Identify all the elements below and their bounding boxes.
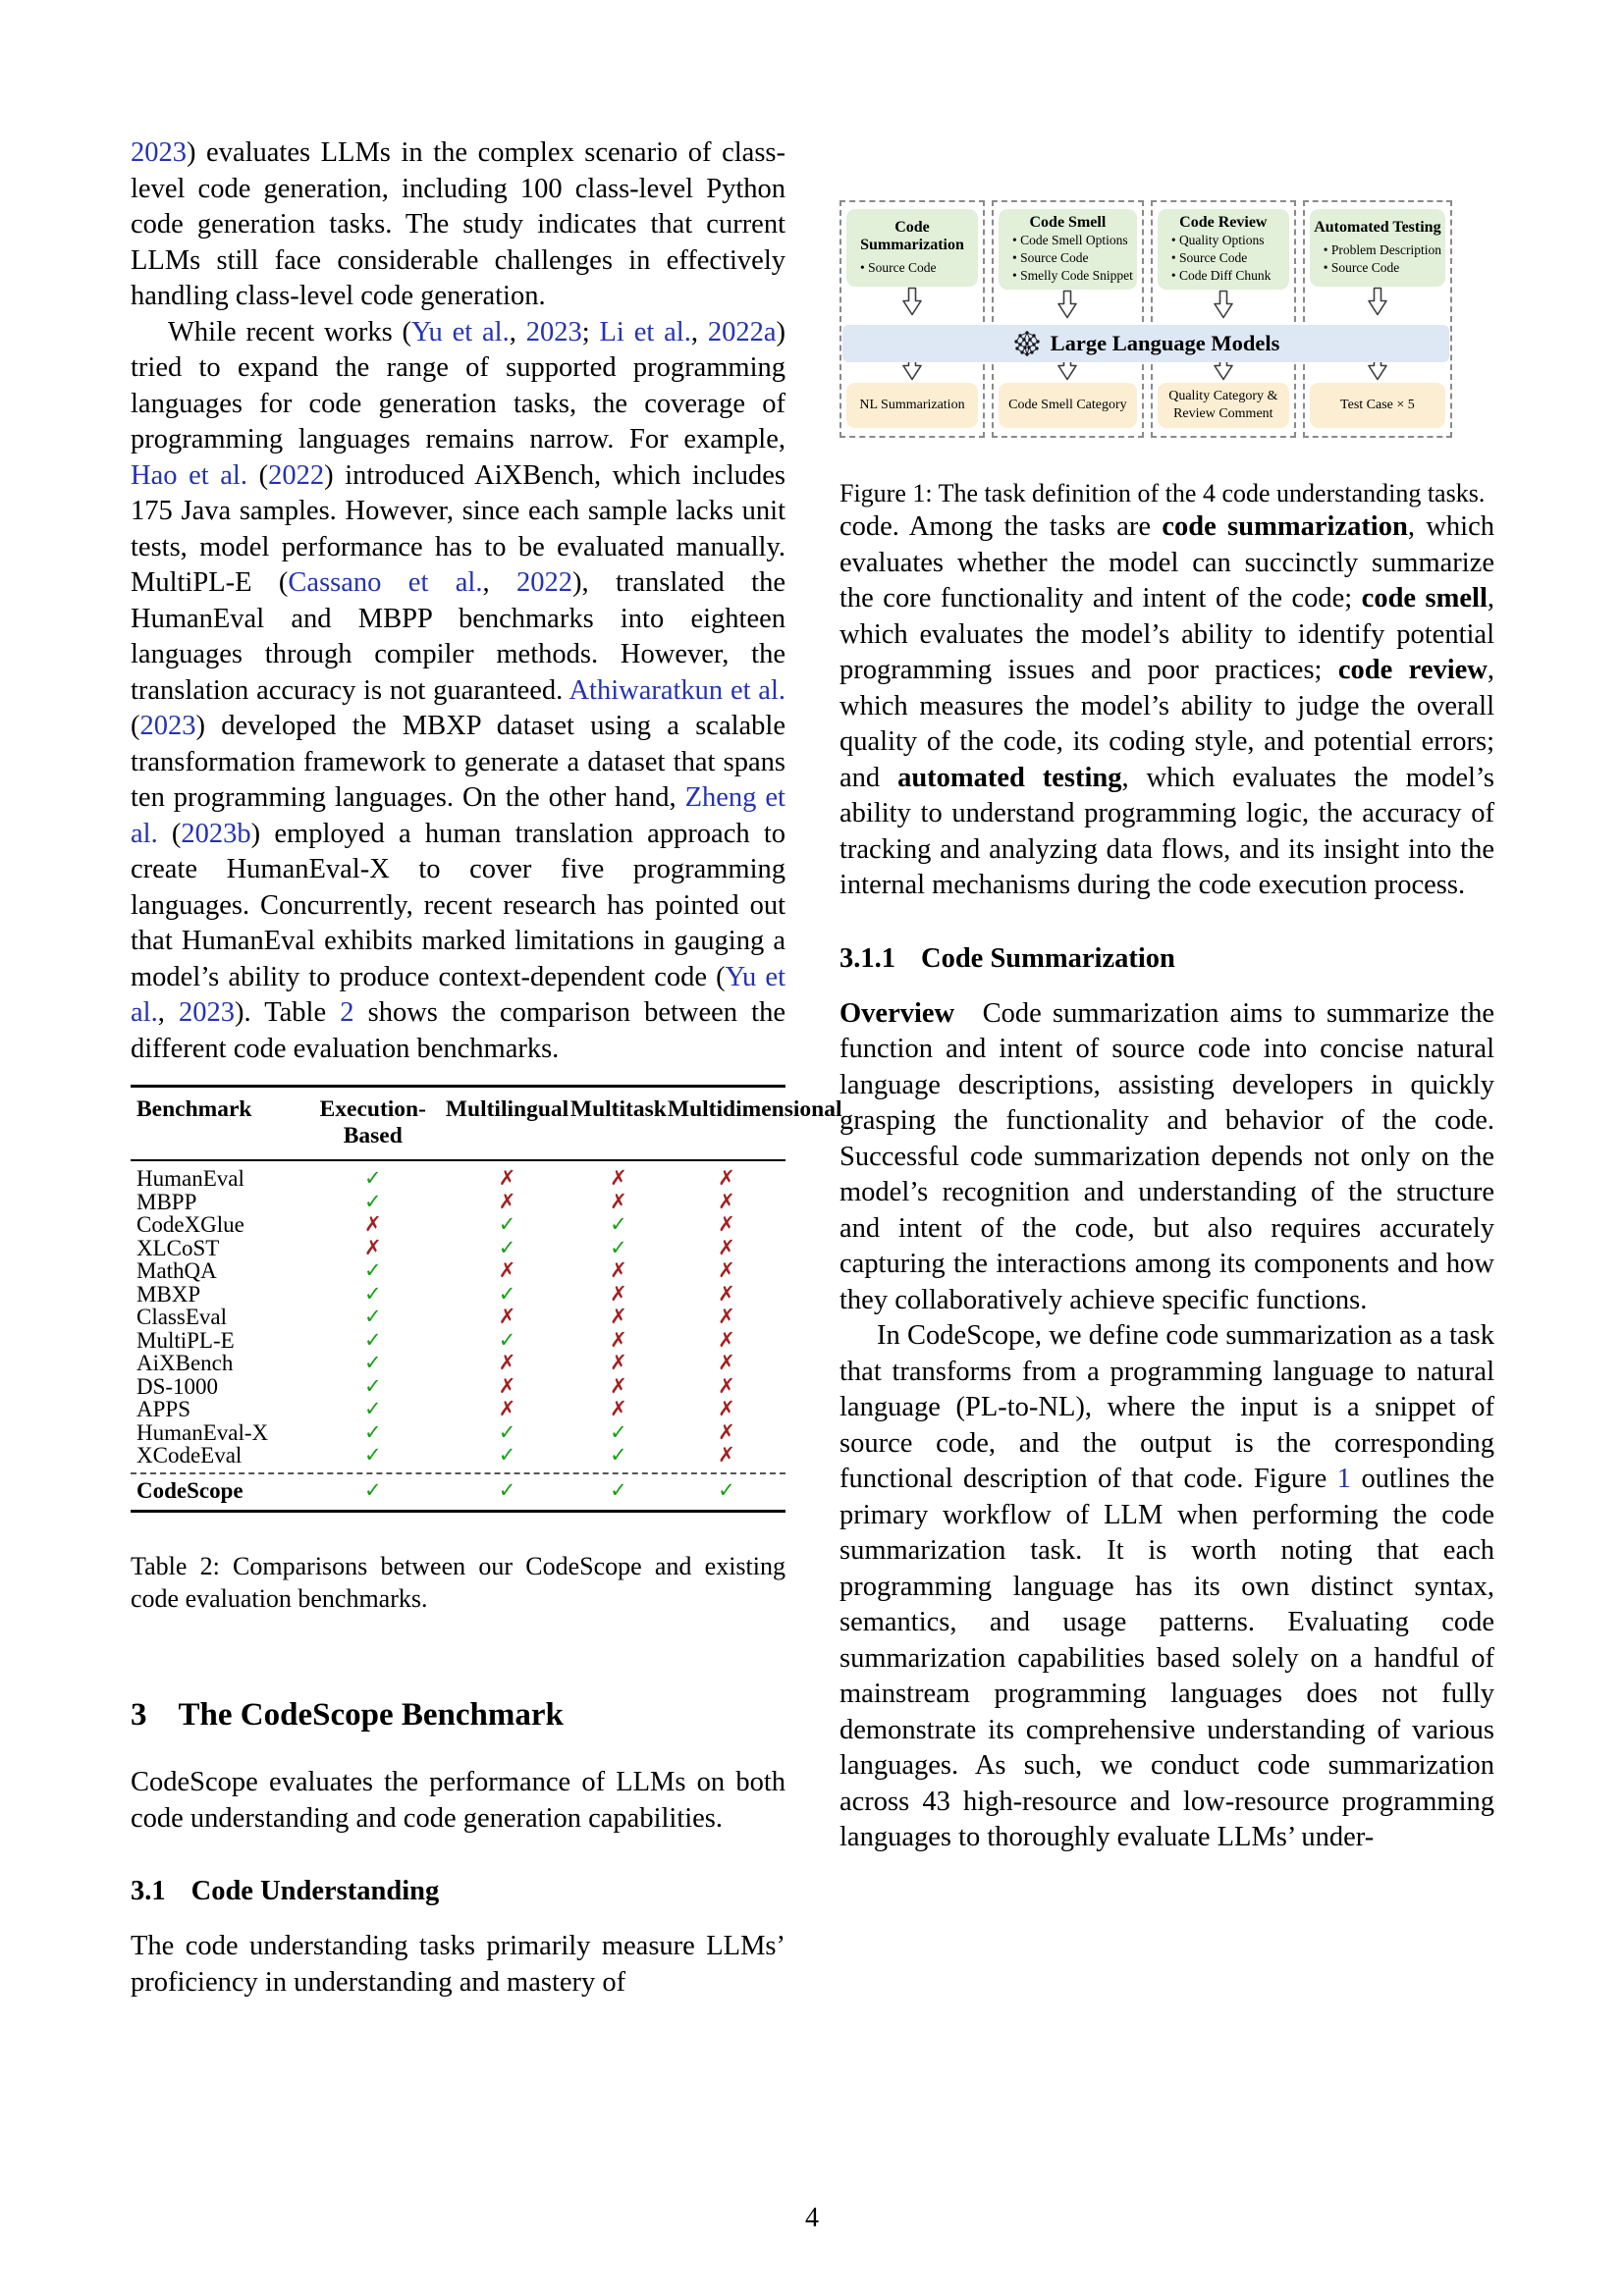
- check-icon: ✓: [610, 1212, 627, 1236]
- citation-link[interactable]: Li et al.: [599, 316, 691, 347]
- down-arrow-icon: [1367, 287, 1388, 316]
- cross-icon: ✗: [718, 1327, 735, 1352]
- check-icon: ✓: [610, 1477, 627, 1502]
- cross-icon: ✗: [610, 1397, 627, 1420]
- cross-icon: ✗: [498, 1373, 516, 1398]
- text-run: ,: [482, 567, 516, 598]
- down-arrow-icon: [901, 287, 923, 316]
- text-run: Code summarization aims to summarize the function and intent of source code into concise natural language descriptions, assisting developers in quickly grasping the functionality and behavior of the code. Successful code summarization depends not only on the model’s recognition and understanding of the structure and intent of the code, but also requires accurately capturing the interactions among its components and how they collaboratively achieve specific functions.: [839, 997, 1494, 1315]
- figure-caption: Figure 1: The task definition of the 4 code understanding tasks.: [839, 479, 1486, 507]
- cross-icon: ✗: [610, 1327, 627, 1352]
- task-input-item: • Source Code: [1171, 249, 1285, 267]
- benchmark-name: CodeXGlue: [136, 1212, 244, 1237]
- task-column: [1151, 200, 1296, 438]
- task-input-list: [850, 259, 974, 277]
- text-run: (: [131, 711, 140, 741]
- table-column-header: Benchmark: [136, 1096, 252, 1122]
- table-row: [131, 1259, 785, 1283]
- text-run: ) tried to expand the range of supported programming languages for code generation tasks, the coverage of programming languages remains narrow. For example,: [131, 316, 786, 454]
- citation-link[interactable]: 2023: [178, 997, 235, 1028]
- cross-icon: ✗: [718, 1305, 735, 1328]
- citation-link[interactable]: Yu et al.: [411, 316, 510, 347]
- task-column: [1303, 200, 1452, 438]
- citation-link[interactable]: Yu et al.: [131, 961, 785, 1028]
- cross-icon: ✗: [363, 1235, 382, 1259]
- task-title: Code Smell: [1029, 214, 1107, 231]
- task-output-box: Test Case × 5: [1310, 383, 1445, 428]
- citation-link[interactable]: 2022a: [707, 316, 777, 347]
- cross-icon: ✗: [718, 1373, 735, 1398]
- cross-icon: ✗: [498, 1351, 516, 1374]
- section-title: Code Summarization: [921, 942, 1175, 974]
- section-heading-3-1: [131, 1876, 785, 1907]
- left-column: [131, 135, 842, 2001]
- task-input-item: • Problem Description: [1324, 241, 1441, 259]
- table-column-header: Execution-Based: [319, 1096, 426, 1148]
- task-input-box: [999, 209, 1137, 290]
- task-input-item: • Source Code: [1012, 249, 1133, 267]
- benchmark-name: MBXP: [136, 1281, 201, 1307]
- citation-link[interactable]: 2: [340, 997, 354, 1028]
- task-title: Code Review: [1179, 214, 1268, 231]
- citation-link[interactable]: 2022: [268, 459, 325, 491]
- task-column: [992, 200, 1144, 438]
- table-row: [131, 1191, 785, 1214]
- check-icon: ✓: [498, 1419, 516, 1444]
- task-output-box: NL Summarization: [846, 383, 978, 428]
- section-title: Code Understanding: [190, 1876, 440, 1906]
- benchmark-name: HumanEval: [136, 1166, 244, 1191]
- bold-text: code smell: [1361, 583, 1488, 614]
- section-heading-3: [131, 1697, 785, 1734]
- page-number: 4: [805, 2203, 819, 2233]
- llm-bar: [842, 325, 1449, 362]
- table-row: [131, 1213, 785, 1237]
- benchmark-name: XCodeEval: [136, 1443, 243, 1468]
- check-icon: ✓: [363, 1373, 382, 1398]
- check-icon: ✓: [498, 1212, 516, 1236]
- table-column-header: Multidimensional: [667, 1096, 842, 1122]
- citation-link[interactable]: Hao et al.: [131, 459, 247, 491]
- paragraph: [131, 135, 785, 315]
- text-run: shows the comparison between the different code evaluation benchmarks.: [131, 997, 785, 1064]
- task-input-item: • Code Diff Chunk: [1171, 267, 1285, 285]
- paragraph: [131, 315, 785, 1068]
- benchmark-name: MBPP: [136, 1189, 197, 1214]
- cross-icon: ✗: [610, 1281, 627, 1306]
- table-row: [131, 1375, 785, 1399]
- table-row: [131, 1329, 785, 1353]
- table-row: [131, 1472, 785, 1503]
- citation-link[interactable]: Zheng et al.: [131, 782, 785, 849]
- paragraph: [839, 996, 1494, 1319]
- cross-icon: ✗: [610, 1373, 627, 1398]
- check-icon: ✓: [610, 1419, 627, 1444]
- check-icon: ✓: [718, 1477, 735, 1502]
- cross-icon: ✗: [718, 1235, 735, 1259]
- table-row: [131, 1352, 785, 1375]
- right-column: [839, 135, 1494, 1856]
- citation-link[interactable]: 2023b: [181, 818, 251, 849]
- check-icon: ✓: [498, 1235, 516, 1259]
- task-output-box: Quality Category & Review Comment: [1158, 383, 1289, 428]
- benchmark-name: MathQA: [136, 1258, 217, 1283]
- cross-icon: ✗: [610, 1258, 627, 1282]
- text-run: ,: [509, 316, 526, 347]
- table-column-header: Multilingual: [445, 1096, 569, 1122]
- llm-bar-label: Large Language Models: [1050, 331, 1280, 355]
- cross-icon: ✗: [718, 1166, 735, 1190]
- cross-icon: ✗: [718, 1397, 735, 1420]
- check-icon: ✓: [363, 1166, 382, 1190]
- task-input-item: • Smelly Code Snippet: [1012, 267, 1133, 285]
- section-title: The CodeScope Benchmark: [178, 1697, 564, 1733]
- check-icon: ✓: [363, 1305, 382, 1328]
- task-input-list: [1314, 241, 1441, 277]
- task-title: Automated Testing: [1314, 219, 1441, 237]
- check-icon: ✓: [363, 1258, 382, 1282]
- table-row: [131, 1306, 785, 1329]
- table-row: [131, 1283, 785, 1307]
- task-input-box: [846, 209, 978, 287]
- check-icon: ✓: [363, 1327, 382, 1352]
- cross-icon: ✗: [610, 1351, 627, 1374]
- cross-icon: ✗: [718, 1212, 735, 1236]
- paragraph: The code understanding tasks primarily measure LLMs’ proficiency in understanding and mastery of: [131, 1931, 785, 1998]
- text-run: ) introduced AiXBench, which includes 175 Java samples. However, since each sample lacks unit tests, model performance has to be evaluated manually. MultiPL-E (: [131, 459, 785, 598]
- check-icon: ✓: [363, 1351, 382, 1374]
- task-column: [839, 200, 985, 438]
- table-row: [131, 1421, 785, 1445]
- cross-icon: ✗: [610, 1166, 627, 1190]
- paragraph: CodeScope evaluates the performance of LLMs on both code understanding and code generation capabilities.: [131, 1767, 785, 1834]
- text-run: ), translated the HumanEval and MBPP benchmarks into eighteen languages through compiler methods. However, the translation accuracy is not guaranteed.: [131, 567, 785, 706]
- check-icon: ✓: [363, 1281, 382, 1306]
- text-run: In CodeScope, we define code summarization as a task that transforms from a programming language to natural language (PL-to-NL), where the input is a snippet of source code, and the output is the corresponding functional description of that code. Figure: [839, 1320, 1494, 1494]
- benchmark-name: ClassEval: [136, 1305, 227, 1329]
- bold-text: code review: [1337, 655, 1488, 685]
- table-row: [131, 1167, 785, 1191]
- benchmark-name: AiXBench: [136, 1351, 234, 1375]
- benchmark-name: HumanEval-X: [136, 1419, 269, 1445]
- section-number: 3: [131, 1697, 147, 1733]
- check-icon: ✓: [498, 1327, 516, 1352]
- check-icon: ✓: [363, 1397, 382, 1420]
- text-run: While recent works (: [168, 316, 412, 347]
- down-arrow-icon: [1213, 290, 1234, 319]
- check-icon: ✓: [498, 1281, 516, 1306]
- text-run: , which evaluates whether the model can succinctly summarize the core functionality and intent of the code;: [839, 511, 1494, 614]
- benchmark-name: CodeScope: [136, 1477, 244, 1503]
- table-caption: Table 2: Comparisons between our CodeScope and existing code evaluation benchmarks.: [131, 1552, 785, 1613]
- citation-link[interactable]: 2023: [139, 711, 196, 741]
- benchmark-table-header: [131, 1085, 842, 1161]
- text-run: ) evaluates LLMs in the complex scenario of class-level code generation, including 100 class-level Python code generation tasks. The study indicates that current LLMs still face considerable challenges in effectively handling class-level code generation.: [131, 137, 785, 311]
- table-row: [131, 1237, 785, 1260]
- text-run: ,: [690, 316, 708, 347]
- figure-1: [839, 200, 1494, 509]
- cross-icon: ✗: [610, 1189, 627, 1213]
- task-output-box: Code Smell Category: [999, 383, 1137, 428]
- cross-icon: ✗: [718, 1281, 735, 1306]
- cross-icon: ✗: [363, 1212, 382, 1236]
- text-run: outlines the primary workflow of LLM when performing the code summarization task. It is worth noting that each programming language has its own distinct syntax, semantics, and usage patterns. Evaluating code summarization capabilities based solely on a handful of mainstream programming languages does not fully demonstrate its comprehensive understanding of various languages. As such, we conduct code summarization across 43 high-resource and low-resource programming languages to thoroughly evaluate LLMs’ under-: [839, 1464, 1494, 1852]
- citation-link[interactable]: 1: [1336, 1464, 1351, 1494]
- cross-icon: ✗: [718, 1351, 735, 1374]
- text-run: ). Table: [234, 997, 341, 1028]
- cross-icon: ✗: [718, 1258, 735, 1282]
- section-heading-3-1-1: [839, 943, 1494, 975]
- benchmark-table: [131, 1085, 842, 1513]
- citation-link[interactable]: Cassano et al.: [288, 567, 483, 598]
- bold-text: code summarization: [1162, 511, 1408, 542]
- benchmark-table-body: [131, 1161, 785, 1513]
- check-icon: ✓: [363, 1189, 382, 1213]
- down-arrow-icon: [1056, 290, 1078, 319]
- cross-icon: ✗: [498, 1258, 516, 1282]
- task-input-item: • Source Code: [860, 259, 974, 277]
- cross-icon: ✗: [718, 1419, 735, 1444]
- cross-icon: ✗: [498, 1189, 516, 1213]
- table-row: [131, 1398, 785, 1421]
- benchmark-name: APPS: [136, 1397, 190, 1421]
- benchmark-name: DS-1000: [136, 1373, 219, 1399]
- text-run: , which measures the model’s ability to judge the overall quality of the code, its coding style, and potential errors; and: [839, 655, 1494, 793]
- check-icon: ✓: [363, 1443, 382, 1467]
- text-run: code. Among the tasks are: [839, 511, 1163, 542]
- check-icon: ✓: [363, 1419, 382, 1444]
- task-input-item: • Source Code: [1324, 259, 1441, 277]
- table-row: [131, 1444, 785, 1468]
- text-run: , which evaluates the model’s ability to understand programming logic, the accuracy of tracking and analyzing data flows, and its insight into the internal mechanisms during the code execution process.: [839, 762, 1494, 900]
- check-icon: ✓: [498, 1477, 516, 1502]
- cross-icon: ✗: [498, 1397, 516, 1420]
- cross-icon: ✗: [610, 1305, 627, 1328]
- benchmark-name: XLCoST: [136, 1235, 220, 1260]
- bold-text: automated testing: [897, 762, 1122, 793]
- cross-icon: ✗: [498, 1305, 516, 1328]
- citation-link[interactable]: 2023: [131, 137, 187, 168]
- table-column-header: Multitask: [569, 1096, 667, 1122]
- bold-text: Overview: [839, 997, 955, 1029]
- task-title: Code Summarization: [860, 219, 964, 254]
- cross-icon: ✗: [718, 1189, 735, 1213]
- text-run: ;: [581, 316, 600, 347]
- figure-canvas: [839, 200, 1452, 438]
- check-icon: ✓: [610, 1443, 627, 1467]
- task-input-box: [1310, 209, 1445, 287]
- text-run: (: [157, 818, 182, 849]
- check-icon: ✓: [363, 1477, 382, 1502]
- citation-link[interactable]: 2022: [515, 567, 572, 598]
- check-icon: ✓: [498, 1443, 516, 1467]
- task-input-list: [1162, 232, 1285, 285]
- task-input-item: • Code Smell Options: [1012, 232, 1133, 249]
- check-icon: ✓: [610, 1235, 627, 1259]
- section-number: 3.1: [131, 1876, 166, 1906]
- text-run: ) employed a human translation approach to create HumanEval-X to cover five programming languages. Concurrently, recent research has pointed out that HumanEval exhibits marked limitations in gauging a model’s ability to produce context-dependent code (: [131, 818, 785, 992]
- citation-link[interactable]: Athiwaratkun et al.: [568, 674, 785, 706]
- neural-network-icon: [1012, 330, 1042, 357]
- text-run: ,: [157, 997, 179, 1028]
- citation-link[interactable]: 2023: [525, 316, 582, 347]
- text-run: (: [246, 459, 269, 491]
- cross-icon: ✗: [718, 1443, 735, 1467]
- benchmark-name: MultiPL-E: [136, 1327, 235, 1353]
- text-run: ) developed the MBXP dataset using a scalable transformation framework to generate a dataset that spans ten programming languages. On the other hand,: [131, 711, 785, 813]
- section-number: 3.1.1: [839, 942, 895, 974]
- paragraph: [839, 509, 1494, 904]
- task-input-item: • Quality Options: [1171, 232, 1285, 249]
- paragraph: [839, 1318, 1494, 1856]
- text-run: , which evaluates the model’s ability to identify potential programming issues and poor practices;: [839, 583, 1494, 685]
- task-input-box: [1158, 209, 1289, 290]
- cross-icon: ✗: [498, 1166, 516, 1190]
- task-input-list: [1002, 232, 1133, 285]
